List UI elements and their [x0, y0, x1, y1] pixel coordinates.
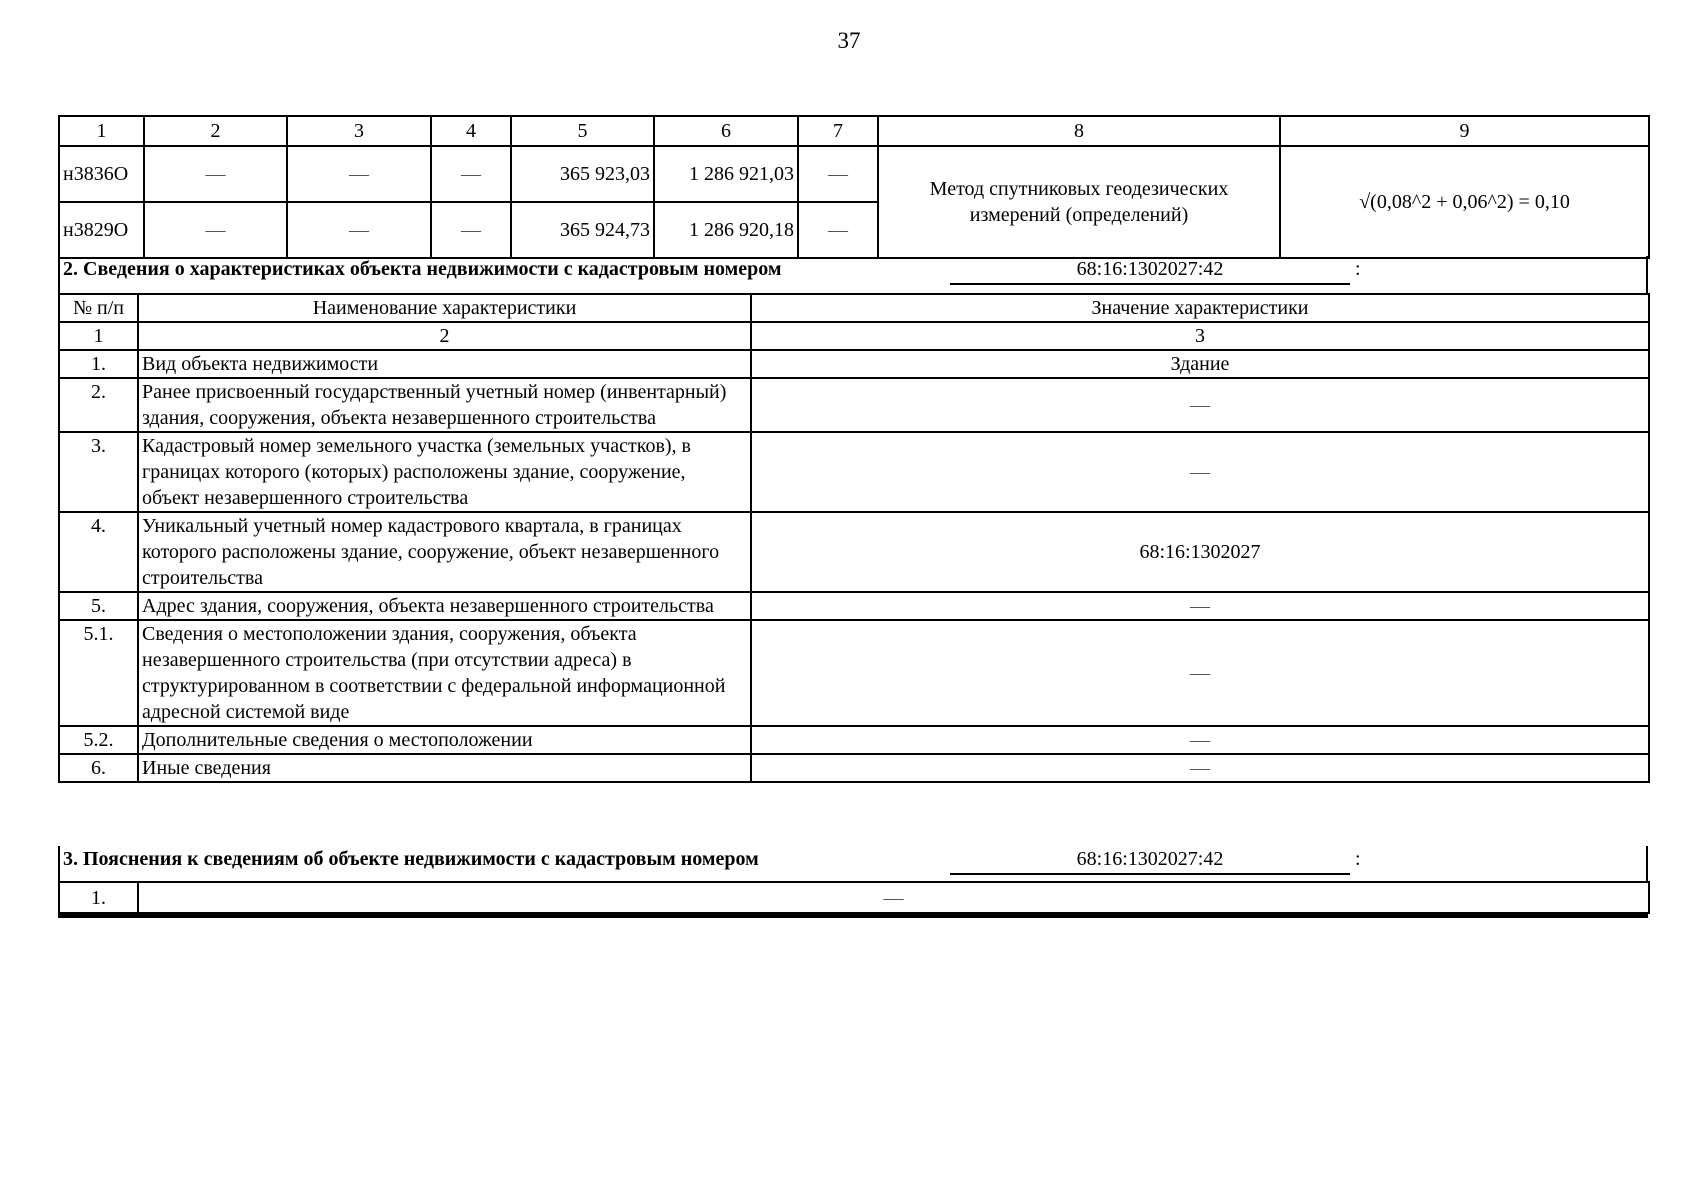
table-row: [59, 726, 1649, 754]
cell: —: [798, 202, 878, 258]
point-name: н3829О: [59, 202, 144, 258]
characteristic-name: Уникальный учетный номер кадастрового квартала, в границах которого расположены здание, сооружение, объект незавершенного строительства: [138, 512, 751, 592]
points-table-header: [59, 116, 1649, 146]
column-header: 5: [511, 116, 654, 146]
page-number: 37: [837, 28, 861, 53]
characteristic-name: Сведения о местоположении здания, сооружения, объекта незавершенного строительства (при отсутствии адреса) в структурированном в соответствии с федеральной информационной адресной системой виде: [138, 620, 751, 726]
cell: —: [287, 202, 431, 258]
points-table: [58, 115, 1650, 259]
section3-cadastral-number: 68:16:1302027:42: [950, 848, 1350, 875]
row-number: 5.1.: [59, 620, 138, 726]
point-name: н3836О: [59, 146, 144, 202]
table-row: [59, 754, 1649, 782]
characteristics-header-numbers: [59, 322, 1649, 350]
section2-title: 2. Сведения о характеристиках объекта недвижимости с кадастровым номером: [63, 258, 782, 280]
row-number: 5.2.: [59, 726, 138, 754]
cell: —: [287, 146, 431, 202]
table-row: [59, 350, 1649, 378]
bottom-border: [58, 914, 1648, 918]
column-header: № п/п: [59, 294, 138, 322]
characteristic-name: Дополнительные сведения о местоположении: [138, 726, 751, 754]
characteristic-value: —: [751, 592, 1649, 620]
column-header: 6: [654, 116, 798, 146]
characteristic-name: Вид объекта недвижимости: [138, 350, 751, 378]
row-number: 6.: [59, 754, 138, 782]
characteristic-name: Адрес здания, сооружения, объекта незавершенного строительства: [138, 592, 751, 620]
row-number: 2.: [59, 378, 138, 432]
characteristic-value: —: [751, 620, 1649, 726]
characteristic-value: 68:16:1302027: [751, 512, 1649, 592]
column-header: 4: [431, 116, 511, 146]
column-header: Значение характеристики: [751, 294, 1649, 322]
row-number: 1.: [59, 350, 138, 378]
column-number: 3: [751, 322, 1649, 350]
table-row: [59, 882, 1649, 913]
table-row: [59, 146, 1649, 202]
section2-header: [58, 256, 1648, 293]
column-header: 1: [59, 116, 144, 146]
table-row: [59, 620, 1649, 726]
coord-x: 365 924,73: [511, 202, 654, 258]
table-row: [59, 378, 1649, 432]
characteristic-name: Кадастровый номер земельного участка (земельных участков), в границах которого (которых) расположены здание, сооружение, объект незавершенного строительства: [138, 432, 751, 512]
characteristic-name: Ранее присвоенный государственный учетный номер (инвентарный) здания, сооружения, объекта незавершенного строительства: [138, 378, 751, 432]
cell: —: [144, 202, 287, 258]
characteristic-value: —: [751, 378, 1649, 432]
characteristic-value: Здание: [751, 350, 1649, 378]
column-header: 7: [798, 116, 878, 146]
cell: —: [798, 146, 878, 202]
table-row: [59, 512, 1649, 592]
column-header: 2: [144, 116, 287, 146]
column-number: 2: [138, 322, 751, 350]
cell: —: [431, 202, 511, 258]
column-number: 1: [59, 322, 138, 350]
characteristic-value: —: [751, 432, 1649, 512]
characteristic-value: —: [751, 726, 1649, 754]
column-header: 8: [878, 116, 1280, 146]
method-cell: Метод спутниковых геодезических измерений (определений): [878, 146, 1280, 258]
row-number: 4.: [59, 512, 138, 592]
explanation-value: —: [138, 882, 1649, 913]
section3-colon: :: [1355, 848, 1361, 870]
characteristics-header: [59, 294, 1649, 322]
section2-colon: :: [1355, 258, 1361, 280]
section2-cadastral-number: 68:16:1302027:42: [950, 258, 1350, 285]
characteristics-table: [58, 293, 1650, 783]
accuracy-cell: √(0,08^2 + 0,06^2) = 0,10: [1280, 146, 1649, 258]
row-number: 5.: [59, 592, 138, 620]
table-row: [59, 592, 1649, 620]
row-number: 3.: [59, 432, 138, 512]
coord-x: 365 923,03: [511, 146, 654, 202]
column-header: 3: [287, 116, 431, 146]
coord-y: 1 286 920,18: [654, 202, 798, 258]
explanations-table: [58, 881, 1650, 914]
cell: —: [144, 146, 287, 202]
section3-title: 3. Пояснения к сведениям об объекте недвижимости с кадастровым номером: [63, 848, 759, 870]
section3-header: [58, 846, 1648, 883]
row-number: 1.: [59, 882, 138, 913]
table-row: [59, 432, 1649, 512]
characteristic-value: —: [751, 754, 1649, 782]
coord-y: 1 286 921,03: [654, 146, 798, 202]
column-header: 9: [1280, 116, 1649, 146]
characteristic-name: Иные сведения: [138, 754, 751, 782]
cell: —: [431, 146, 511, 202]
column-header: Наименование характеристики: [138, 294, 751, 322]
